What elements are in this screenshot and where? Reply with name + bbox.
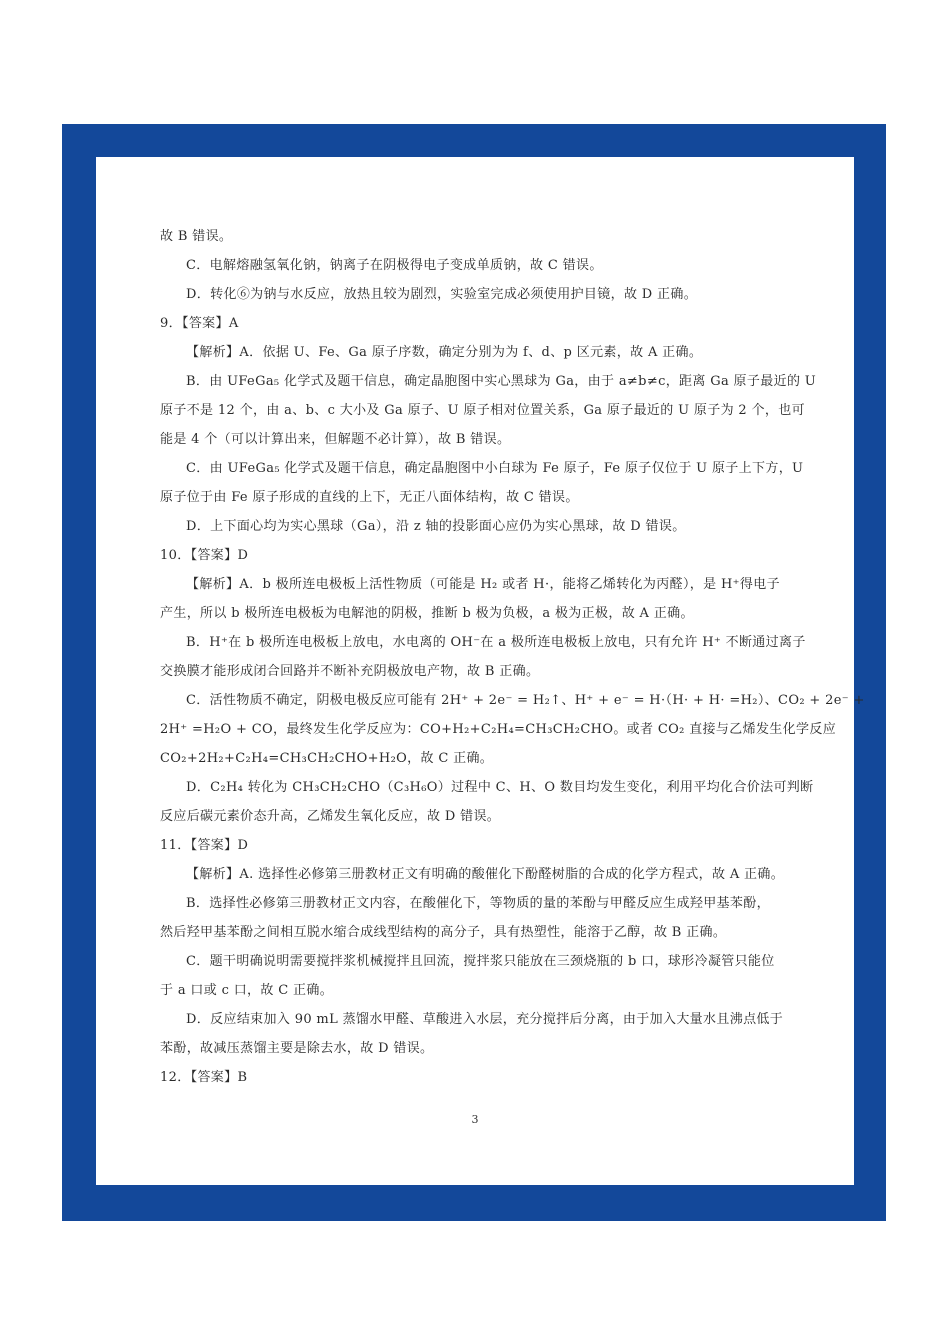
text-line: 苯酚，故减压蒸馏主要是除去水，故 D 错误。 bbox=[160, 1041, 434, 1056]
text-line: C．题干明确说明需要搅拌浆机械搅拌且回流，搅拌浆只能放在三颈烧瓶的 b 口，球形冷凝管只能位 bbox=[186, 954, 775, 969]
text-line: C．活性物质不确定，阴极电极反应可能有 2H⁺ + 2e⁻ = H₂↑、H⁺ + e⁻ = H·（H· + H· =H₂）、CO₂ + 2e⁻ + bbox=[186, 693, 865, 708]
text-line: D．C₂H₄ 转化为 CH₃CH₂CHO（C₃H₆O）过程中 C、H、O 数目均发生变化，利用平均化合价法可判断 bbox=[186, 780, 814, 795]
text-line: 然后羟甲基苯酚之间相互脱水缩合成线型结构的高分子，具有热塑性，能溶于乙醇，故 B 正确。 bbox=[160, 925, 727, 940]
document-page bbox=[96, 157, 865, 1185]
text-line: 反应后碳元素价态升高，乙烯发生氧化反应，故 D 错误。 bbox=[160, 809, 501, 824]
answer-heading-9: 9．【答案】A bbox=[160, 316, 239, 331]
text-line: 【解析】A．b 极所连电极板上活性物质（可能是 H₂ 或者 H·，能将乙烯转化为丙醛），是 H⁺得电子 bbox=[186, 577, 780, 592]
text-line: 原子不是 12 个，由 a、b、c 大小及 Ga 原子、U 原子相对位置关系，Ga 原子最近的 U 原子为 2 个，也可 bbox=[160, 403, 805, 418]
text-line: 2H⁺ =H₂O + CO，最终发生化学反应为：CO+H₂+C₂H₄=CH₃CH₂CHO。或者 CO₂ 直接与乙烯发生化学反应 bbox=[160, 722, 837, 737]
text-line: 【解析】A. 选择性必修第三册教材正文有明确的酸催化下酚醛树脂的合成的化学方程式，故 A 正确。 bbox=[186, 867, 785, 882]
text-line: C．由 UFeGa₅ 化学式及题干信息，确定晶胞图中小白球为 Fe 原子，Fe 原子仅位于 U 原子上下方，U bbox=[186, 461, 804, 476]
text-line: B．选择性必修第三册教材正文内容，在酸催化下，等物质的量的苯酚与甲醛反应生成羟甲基苯酚， bbox=[186, 896, 770, 911]
text-line: B．H⁺在 b 极所连电极板上放电，水电离的 OH⁻在 a 极所连电极板上放电，只有允许 H⁺ 不断通过离子 bbox=[186, 635, 806, 650]
page-number: 3 bbox=[471, 1113, 479, 1126]
text-line: D．转化⑥为钠与水反应，放热且较为剧烈，实验室完成必须使用护目镜，故 D 正确。 bbox=[186, 287, 698, 302]
text-line: 交换膜才能形成闭合回路并不断补充阴极放电产物，故 B 正确。 bbox=[160, 664, 540, 679]
text-line: 能是 4 个（可以计算出来，但解题不必计算），故 B 错误。 bbox=[160, 432, 511, 447]
text-line: 于 a 口或 c 口，故 C 正确。 bbox=[160, 983, 334, 998]
answer-heading-11: 11．【答案】D bbox=[160, 838, 249, 853]
text-line: 故 B 错误。 bbox=[160, 229, 233, 244]
text-line: 产生，所以 b 极所连电极板为电解池的阴极，推断 b 极为负极，a 极为正极，故 A 正确。 bbox=[160, 606, 694, 621]
text-line: D．反应结束加入 90 mL 蒸馏水甲醛、草酸进入水层，充分搅拌后分离，由于加入大量水且沸点低于 bbox=[186, 1012, 784, 1027]
text-line: 原子位于由 Fe 原子形成的直线的上下，无正八面体结构，故 C 错误。 bbox=[160, 490, 579, 505]
text-line: D．上下面心均为实心黑球（Ga），沿 z 轴的投影面心应仍为实心黑球，故 D 错误。 bbox=[186, 519, 686, 534]
text-line: 【解析】A．依据 U、Fe、Ga 原子序数，确定分别为为 f、d、p 区元素，故 A 正确。 bbox=[186, 345, 703, 360]
text-line: B．由 UFeGa₅ 化学式及题干信息，确定晶胞图中实心黑球为 Ga，由于 a≠b≠c，距离 Ga 原子最近的 U bbox=[186, 374, 817, 389]
text-line: CO₂+2H₂+C₂H₄=CH₃CH₂CHO+H₂O，故 C 正确。 bbox=[160, 751, 494, 766]
answer-heading-10: 10．【答案】D bbox=[160, 548, 249, 563]
answer-heading-12: 12．【答案】B bbox=[160, 1070, 248, 1085]
text-line: C．电解熔融氢氧化钠，钠离子在阴极得电子变成单质钠，故 C 错误。 bbox=[186, 258, 603, 273]
